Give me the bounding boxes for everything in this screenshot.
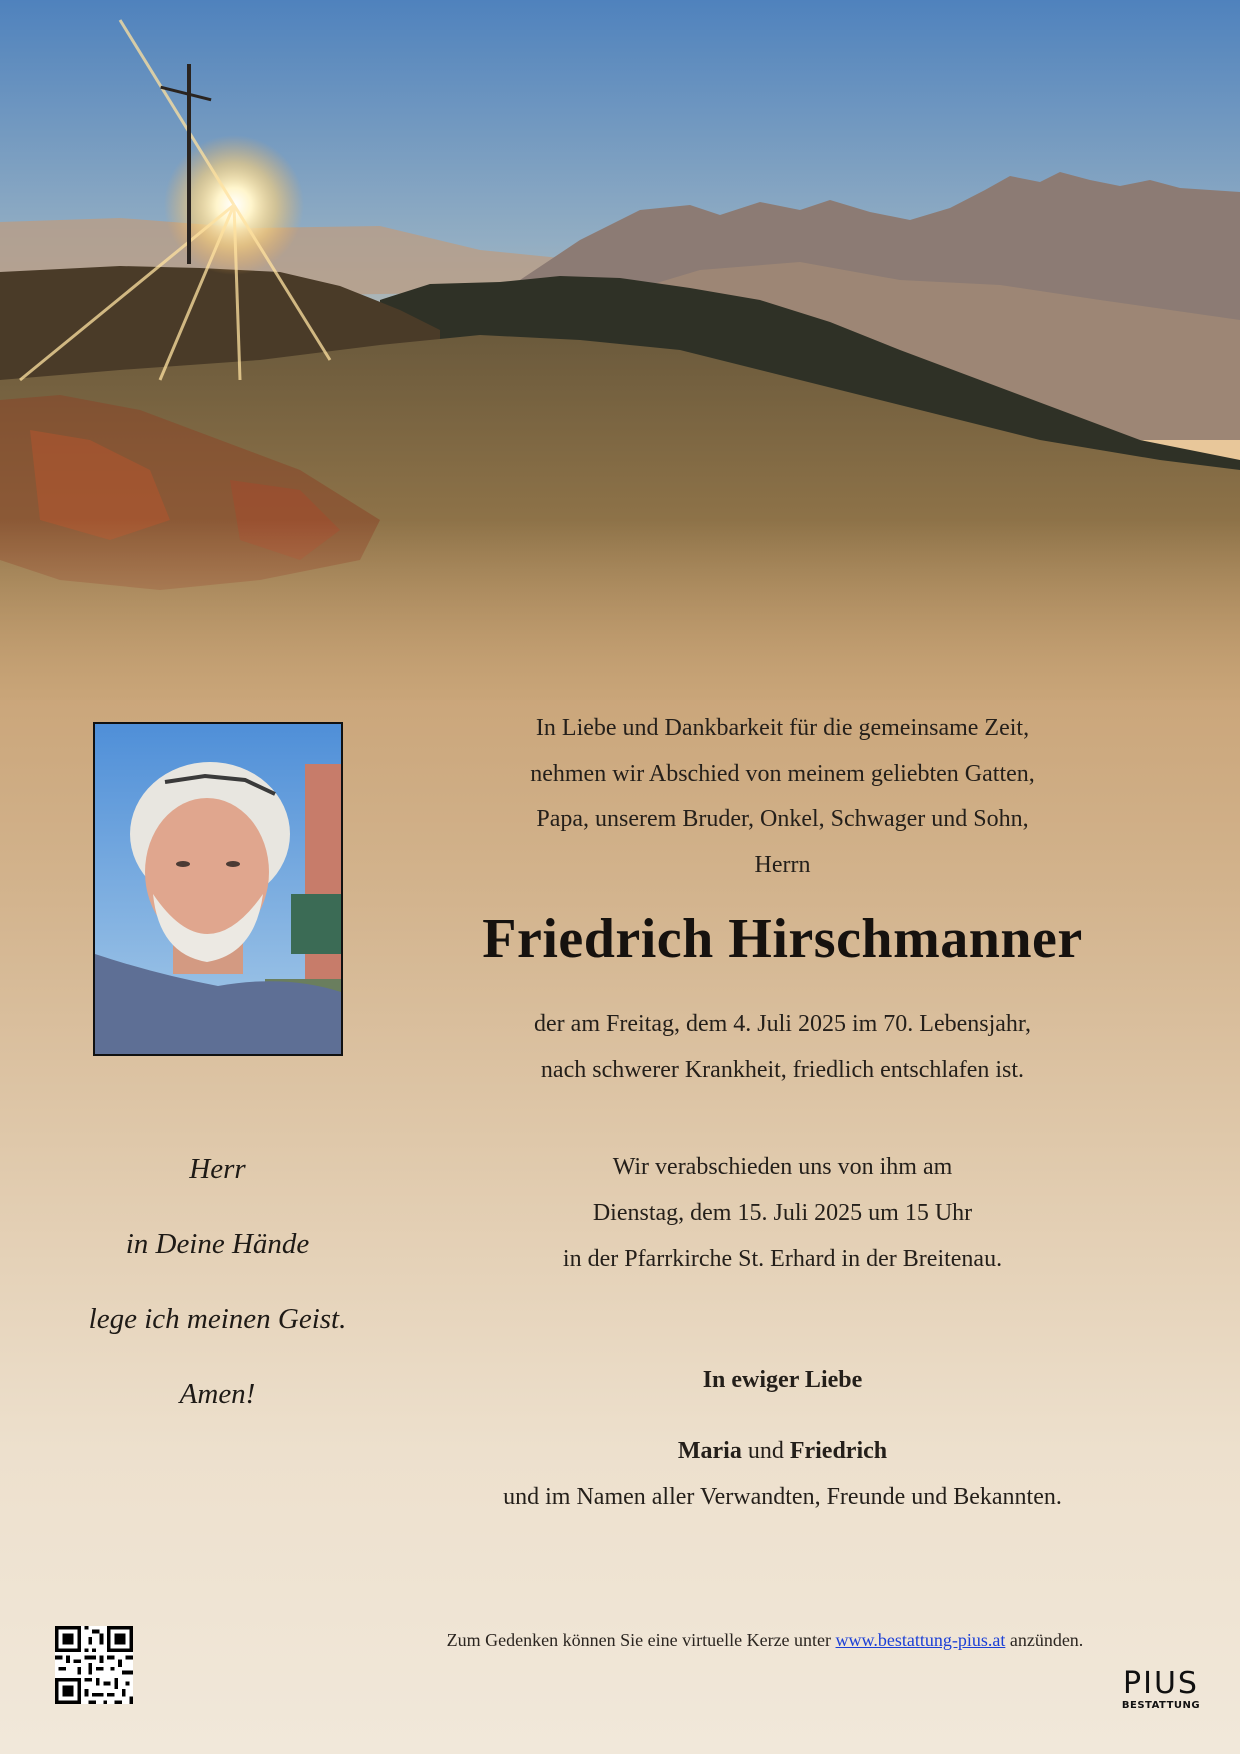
closing-love: In ewiger Liebe [702,1367,863,1393]
mourner-name-2: Friedrich [789,1438,888,1464]
header-landscape-image [0,0,1240,700]
verse-line-1: Herr [189,1153,246,1185]
qr-code[interactable] [55,1626,133,1704]
intro-line-2: nehmen wir Abschied von meinem geliebten Gatten, [530,760,1035,787]
footer-suffix: anzünden. [1009,1630,1084,1650]
verse-line-3: lege ich meinen Geist. [88,1303,347,1335]
funeral-line-2: Dienstag, dem 15. Juli 2025 um 15 Uhr [592,1200,973,1226]
mourners-line: und im Namen aller Verwandten, Freunde und Bekannten. [503,1484,1062,1510]
intro-text [430,706,1135,888]
deceased-name: Friedrich Hirschmanner [482,908,1083,970]
mourners-names [430,1428,1135,1474]
death-line-1: der am Freitag, dem 4. Juli 2025 im 70. Lebensjahr, [534,1011,1031,1037]
logo-main-text: PIUS [1123,1666,1199,1701]
pius-logo [1116,1668,1206,1720]
mourners [430,1428,1135,1520]
verse-line-4: Amen! [179,1378,256,1410]
footer-prefix: Zum Gedenken können Sie eine virtuelle Kerze unter [446,1630,832,1650]
intro-line-4: Herrn [754,851,811,878]
funeral-line-3: in der Pfarrkirche St. Erhard in der Breitenau. [562,1246,1003,1272]
portrait-photo [93,722,343,1056]
prayer-verse [60,1132,375,1432]
funeral-line-1: Wir verabschieden uns von ihm am [612,1154,953,1180]
intro-line-1: In Liebe und Dankbarkeit für die gemeinsame Zeit, [535,715,1030,741]
intro-line-3: Papa, unserem Bruder, Onkel, Schwager und Sohn, [536,806,1029,832]
death-notice [430,1001,1135,1093]
mourner-name-1: Maria [677,1438,742,1464]
mourner-connector: und [747,1438,784,1464]
verse-line-2: in Deine Hände [125,1228,310,1260]
memorial-link[interactable]: www.bestattung-pius.at [835,1630,1006,1650]
logo-sub-text: BESTATTUNG [1121,1700,1201,1711]
death-line-2: nach schwerer Krankheit, friedlich entschlafen ist. [540,1057,1025,1083]
funeral-details [430,1144,1135,1282]
footer-note [370,1627,1160,1653]
